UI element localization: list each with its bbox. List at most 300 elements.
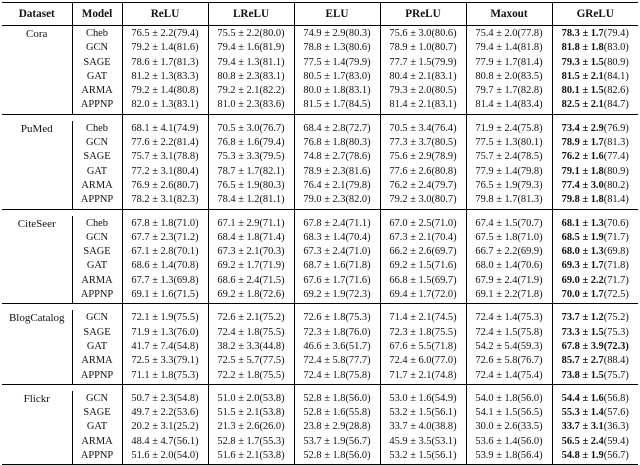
cell-grelu xyxy=(552,340,638,354)
cell-elu: 74.9 ± 2.9(80.3) xyxy=(294,26,380,42)
cell-prelu: 75.6 ± 3.0(80.6) xyxy=(380,26,466,42)
cell-prelu: 79.2 ± 3.0(80.7) xyxy=(380,193,466,209)
cell-relu: 72.1 ± 1.9(75.5) xyxy=(122,310,208,325)
cell-lrelu: 76.8 ± 1.6(79.4) xyxy=(208,136,294,150)
table-row xyxy=(2,369,638,385)
cell-maxout: 79.8 ± 1.7(81.3) xyxy=(466,193,552,209)
cell-prelu: 80.4 ± 2.1(83.1) xyxy=(380,70,466,84)
cell-maxout: 30.0 ± 2.6(33.5) xyxy=(466,420,552,434)
model-name: ARMA xyxy=(72,274,122,288)
cell-grelu xyxy=(552,391,638,406)
cell-prelu: 53.0 ± 1.6(54.9) xyxy=(380,391,466,406)
table-row xyxy=(2,84,638,98)
grelu-mean-std: 80.1 ± 1.5 xyxy=(561,85,604,97)
cell-elu: 69.2 ± 1.9(72.3) xyxy=(294,288,380,304)
table-row xyxy=(2,449,638,465)
cell-grelu xyxy=(552,231,638,245)
cell-relu: 50.7 ± 2.3(54.8) xyxy=(122,391,208,406)
model-name: GCN xyxy=(72,391,122,406)
cell-maxout: 54.1 ± 1.5(56.5) xyxy=(466,406,552,420)
grelu-mean-std: 78.9 ± 1.7 xyxy=(561,137,604,149)
grelu-best: (71.8) xyxy=(603,260,629,272)
cell-elu: 78.8 ± 1.3(80.6) xyxy=(294,41,380,55)
cell-elu: 52.8 ± 1.6(55.8) xyxy=(294,406,380,420)
grelu-mean-std: 79.8 ± 1.8 xyxy=(561,194,604,206)
cell-relu: 69.1 ± 1.6(71.5) xyxy=(122,288,208,304)
dataset-name: Cora xyxy=(26,28,48,40)
header-prelu: PReLU xyxy=(380,3,466,26)
grelu-best: (79.4) xyxy=(603,28,629,39)
cell-maxout: 54.0 ± 1.8(56.0) xyxy=(466,391,552,406)
cell-grelu xyxy=(552,435,638,449)
grelu-mean-std: 81.5 ± 2.1 xyxy=(561,70,604,82)
cell-prelu: 66.8 ± 1.5(69.7) xyxy=(380,274,466,288)
cell-elu: 68.3 ± 1.4(70.4) xyxy=(294,231,380,245)
grelu-mean-std: 69.3 ± 1.7 xyxy=(561,260,604,272)
cell-relu: 72.5 ± 3.3(79.1) xyxy=(122,354,208,368)
table-row xyxy=(2,245,638,259)
grelu-mean-std: 55.3 ± 1.4 xyxy=(561,407,604,419)
cell-lrelu: 78.4 ± 1.2(81.1) xyxy=(208,193,294,209)
table-row xyxy=(2,340,638,354)
cell-maxout: 72.6 ± 5.8(76.7) xyxy=(466,354,552,368)
cell-prelu: 71.7 ± 2.1(74.8) xyxy=(380,369,466,385)
cell-maxout: 69.1 ± 2.2(71.8) xyxy=(466,288,552,304)
cell-elu: 76.4 ± 2.1(79.8) xyxy=(294,179,380,193)
cell-elu: 80.5 ± 1.7(83.0) xyxy=(294,70,380,84)
grelu-mean-std: 67.8 ± 3.9 xyxy=(561,340,604,352)
grelu-mean-std: 54.8 ± 1.9 xyxy=(561,450,604,462)
cell-prelu: 77.7 ± 1.5(79.9) xyxy=(380,56,466,70)
model-name: Cheb xyxy=(72,26,122,42)
table-row xyxy=(2,193,638,209)
cell-prelu: 78.9 ± 1.0(80.7) xyxy=(380,41,466,55)
cell-relu: 67.7 ± 2.3(71.2) xyxy=(122,231,208,245)
cell-lrelu: 72.6 ± 2.1(75.2) xyxy=(208,310,294,325)
grelu-best: (75.7) xyxy=(603,369,629,381)
cell-prelu: 67.0 ± 2.5(71.0) xyxy=(380,216,466,231)
cell-elu: 68.7 ± 1.6(71.8) xyxy=(294,259,380,273)
cell-grelu xyxy=(552,41,638,55)
model-name: APPNP xyxy=(72,98,122,114)
cell-relu: 79.2 ± 1.4(81.6) xyxy=(122,41,208,55)
cell-maxout: 66.7 ± 2.2(69.9) xyxy=(466,245,552,259)
grelu-mean-std: 33.7 ± 3.1 xyxy=(561,421,604,433)
cell-maxout: 72.4 ± 1.4(75.3) xyxy=(466,310,552,325)
grelu-best: (81.3) xyxy=(603,137,629,149)
cell-prelu: 67.6 ± 5.5(71.8) xyxy=(380,340,466,354)
cell-lrelu: 80.8 ± 2.3(83.1) xyxy=(208,70,294,84)
cell-grelu xyxy=(552,216,638,231)
cell-grelu xyxy=(552,26,638,42)
grelu-mean-std: 73.8 ± 1.5 xyxy=(561,369,604,381)
model-name: ARMA xyxy=(72,354,122,368)
cell-elu: 67.3 ± 2.4(71.0) xyxy=(294,245,380,259)
cell-relu: 20.2 ± 3.1(25.2) xyxy=(122,420,208,434)
table-row xyxy=(2,288,638,304)
model-name: ARMA xyxy=(72,179,122,193)
cell-elu: 46.6 ± 3.6(51.7) xyxy=(294,340,380,354)
grelu-mean-std: 85.7 ± 2.7 xyxy=(561,355,604,367)
grelu-best: (80.2) xyxy=(603,179,629,191)
header-grelu: GReLU xyxy=(552,3,638,26)
cell-maxout: 72.4 ± 1.4(75.4) xyxy=(466,369,552,385)
cell-relu: 67.8 ± 1.8(71.0) xyxy=(122,216,208,231)
cell-relu: 82.0 ± 1.3(83.1) xyxy=(122,98,208,114)
cell-lrelu: 72.2 ± 1.8(75.5) xyxy=(208,369,294,385)
cell-lrelu: 51.6 ± 2.1(53.8) xyxy=(208,449,294,465)
cell-relu: 76.9 ± 2.6(80.7) xyxy=(122,179,208,193)
grelu-best: (80.9) xyxy=(603,56,629,68)
grelu-best: (69.8) xyxy=(603,246,629,258)
grelu-best: (80.9) xyxy=(603,165,629,177)
cell-prelu: 75.6 ± 2.9(78.9) xyxy=(380,150,466,164)
cell-maxout: 81.4 ± 1.4(83.4) xyxy=(466,98,552,114)
cell-relu: 81.2 ± 1.3(83.3) xyxy=(122,70,208,84)
grelu-mean-std: 73.7 ± 1.2 xyxy=(561,312,604,324)
table-row xyxy=(2,136,638,150)
table-row xyxy=(2,216,638,231)
header-elu: ELU xyxy=(294,3,380,26)
model-name: APPNP xyxy=(72,288,122,304)
model-name: SAGE xyxy=(72,56,122,70)
cell-grelu xyxy=(552,56,638,70)
cell-grelu xyxy=(552,259,638,273)
cell-relu: 48.4 ± 4.7(56.1) xyxy=(122,435,208,449)
dataset-group xyxy=(2,310,638,384)
cell-prelu: 81.4 ± 2.1(83.1) xyxy=(380,98,466,114)
dataset-name: Flickr xyxy=(23,392,50,405)
grelu-best: (75.3) xyxy=(603,326,629,338)
cell-elu: 23.8 ± 2.9(28.8) xyxy=(294,420,380,434)
grelu-mean-std: 68.5 ± 1.9 xyxy=(561,231,604,243)
cell-prelu: 53.2 ± 1.5(56.1) xyxy=(380,406,466,420)
cell-maxout: 53.6 ± 1.4(56.0) xyxy=(466,435,552,449)
cell-lrelu: 79.2 ± 2.1(82.2) xyxy=(208,84,294,98)
cell-relu: 71.1 ± 1.8(75.3) xyxy=(122,369,208,385)
cell-lrelu: 21.3 ± 2.6(26.0) xyxy=(208,420,294,434)
grelu-best: (83.0) xyxy=(603,42,629,54)
cell-maxout: 67.9 ± 2.4(71.9) xyxy=(466,274,552,288)
table-row xyxy=(2,310,638,325)
grelu-best: (76.9) xyxy=(603,122,629,134)
model-name: GAT xyxy=(72,259,122,273)
table-row xyxy=(2,26,638,42)
table-row xyxy=(2,150,638,164)
cell-prelu: 69.2 ± 1.5(71.6) xyxy=(380,259,466,273)
cell-grelu xyxy=(552,121,638,136)
table-row xyxy=(2,231,638,245)
dataset-name: BlogCatalog xyxy=(8,312,65,325)
grelu-best: (84.1) xyxy=(603,70,629,82)
results-table xyxy=(2,2,638,465)
model-name: GCN xyxy=(72,136,122,150)
grelu-mean-std: 68.0 ± 1.3 xyxy=(561,246,604,258)
cell-relu: 71.9 ± 1.3(76.0) xyxy=(122,326,208,340)
grelu-mean-std: 77.4 ± 3.0 xyxy=(561,179,604,191)
cell-prelu: 77.3 ± 3.7(80.5) xyxy=(380,136,466,150)
cell-relu: 77.6 ± 2.2(81.4) xyxy=(122,136,208,150)
grelu-best: (56.7) xyxy=(603,450,629,462)
cell-lrelu: 67.3 ± 2.1(70.3) xyxy=(208,245,294,259)
table-row xyxy=(2,274,638,288)
model-name: GCN xyxy=(72,310,122,325)
grelu-best: (88.4) xyxy=(603,355,629,367)
cell-maxout: 79.7 ± 1.7(82.8) xyxy=(466,84,552,98)
table-row xyxy=(2,121,638,136)
cell-prelu: 33.7 ± 4.0(38.8) xyxy=(380,420,466,434)
grelu-mean-std: 68.1 ± 1.3 xyxy=(561,217,604,229)
cell-elu: 67.6 ± 1.7(71.6) xyxy=(294,274,380,288)
table-row xyxy=(2,165,638,179)
model-name: GAT xyxy=(72,165,122,179)
cell-elu: 52.8 ± 1.8(56.0) xyxy=(294,391,380,406)
cell-grelu xyxy=(552,84,638,98)
cell-maxout: 54.2 ± 5.4(59.3) xyxy=(466,340,552,354)
cell-grelu xyxy=(552,310,638,325)
table-row xyxy=(2,326,638,340)
cell-grelu xyxy=(552,136,638,150)
cell-grelu xyxy=(552,193,638,209)
cell-relu: 67.7 ± 1.3(69.8) xyxy=(122,274,208,288)
model-name: Cheb xyxy=(72,216,122,231)
cell-grelu xyxy=(552,179,638,193)
cell-prelu: 77.6 ± 2.6(80.8) xyxy=(380,165,466,179)
grelu-mean-std: 73.4 ± 2.9 xyxy=(561,122,604,134)
grelu-best: (71.7) xyxy=(603,231,629,243)
cell-lrelu: 67.1 ± 2.9(71.1) xyxy=(208,216,294,231)
table-row xyxy=(2,98,638,114)
dataset-name: CiteSeer xyxy=(17,217,56,230)
cell-relu: 76.5 ± 2.2(79.4) xyxy=(122,26,208,42)
model-name: APPNP xyxy=(72,449,122,465)
cell-relu: 77.2 ± 3.1(80.4) xyxy=(122,165,208,179)
cell-relu: 51.6 ± 2.0(54.0) xyxy=(122,449,208,465)
cell-elu: 72.4 ± 1.8(75.8) xyxy=(294,369,380,385)
header-model: Model xyxy=(72,3,122,26)
cell-grelu xyxy=(552,449,638,465)
cell-prelu: 53.2 ± 1.5(56.1) xyxy=(380,449,466,465)
grelu-best: (56.8) xyxy=(603,392,629,404)
cell-grelu xyxy=(552,70,638,84)
dataset-group xyxy=(2,391,638,465)
table-row xyxy=(2,259,638,273)
cell-elu: 78.9 ± 2.3(81.6) xyxy=(294,165,380,179)
cell-prelu: 69.4 ± 1.7(72.0) xyxy=(380,288,466,304)
model-name: GAT xyxy=(72,340,122,354)
cell-maxout: 68.0 ± 1.4(70.6) xyxy=(466,259,552,273)
cell-grelu xyxy=(552,420,638,434)
table-row xyxy=(2,56,638,70)
model-name: GAT xyxy=(72,70,122,84)
model-name: SAGE xyxy=(72,245,122,259)
cell-relu: 49.7 ± 2.2(53.6) xyxy=(122,406,208,420)
cell-lrelu: 75.3 ± 3.3(79.5) xyxy=(208,150,294,164)
dataset-group xyxy=(2,216,638,304)
table-row xyxy=(2,354,638,368)
cell-lrelu: 69.2 ± 1.8(72.6) xyxy=(208,288,294,304)
cell-maxout: 79.4 ± 1.4(81.8) xyxy=(466,41,552,55)
grelu-best: (59.4) xyxy=(603,435,629,447)
cell-lrelu: 78.7 ± 1.7(82.1) xyxy=(208,165,294,179)
dataset-group xyxy=(2,26,638,115)
model-name: GCN xyxy=(72,231,122,245)
model-name: SAGE xyxy=(72,150,122,164)
cell-elu: 74.8 ± 2.7(78.6) xyxy=(294,150,380,164)
grelu-mean-std: 82.5 ± 2.1 xyxy=(561,99,604,111)
cell-lrelu: 68.6 ± 2.4(71.5) xyxy=(208,274,294,288)
cell-elu: 76.8 ± 1.8(80.3) xyxy=(294,136,380,150)
cell-lrelu: 75.5 ± 2.2(80.0) xyxy=(208,26,294,42)
cell-grelu xyxy=(552,165,638,179)
cell-relu: 79.2 ± 1.4(80.8) xyxy=(122,84,208,98)
grelu-mean-std: 69.0 ± 2.2 xyxy=(561,274,604,286)
cell-lrelu: 70.5 ± 3.0(76.7) xyxy=(208,121,294,136)
cell-lrelu: 79.4 ± 1.6(81.9) xyxy=(208,41,294,55)
cell-elu: 72.4 ± 5.8(77.7) xyxy=(294,354,380,368)
cell-maxout: 80.8 ± 2.0(83.5) xyxy=(466,70,552,84)
cell-maxout: 77.9 ± 1.4(79.8) xyxy=(466,165,552,179)
cell-maxout: 77.5 ± 1.3(80.1) xyxy=(466,136,552,150)
model-name: Cheb xyxy=(72,121,122,136)
cell-elu: 81.5 ± 1.7(84.5) xyxy=(294,98,380,114)
cell-elu: 79.0 ± 2.3(82.0) xyxy=(294,193,380,209)
table-row xyxy=(2,391,638,406)
cell-lrelu: 72.5 ± 5.7(77.5) xyxy=(208,354,294,368)
grelu-best: (36.3) xyxy=(603,421,629,433)
cell-maxout: 75.4 ± 2.0(77.8) xyxy=(466,26,552,42)
grelu-best: (57.6) xyxy=(603,407,629,419)
table-row xyxy=(2,70,638,84)
header-dataset: Dataset xyxy=(2,3,72,26)
grelu-mean-std: 78.3 ± 1.7 xyxy=(561,28,604,39)
cell-maxout: 77.9 ± 1.7(81.4) xyxy=(466,56,552,70)
cell-prelu: 76.2 ± 2.4(79.7) xyxy=(380,179,466,193)
cell-lrelu: 52.8 ± 1.7(55.3) xyxy=(208,435,294,449)
cell-prelu: 67.3 ± 2.1(70.4) xyxy=(380,231,466,245)
cell-elu: 77.5 ± 1.4(79.9) xyxy=(294,56,380,70)
grelu-best: (70.6) xyxy=(603,217,629,229)
cell-lrelu: 51.5 ± 2.1(53.8) xyxy=(208,406,294,420)
cell-grelu xyxy=(552,326,638,340)
header-maxout: Maxout xyxy=(466,3,552,26)
cell-prelu: 72.4 ± 6.0(77.0) xyxy=(380,354,466,368)
cell-prelu: 45.9 ± 3.5(53.1) xyxy=(380,435,466,449)
grelu-best: (81.4) xyxy=(603,194,629,206)
dataset-group xyxy=(2,121,638,209)
cell-relu: 67.1 ± 2.8(70.1) xyxy=(122,245,208,259)
grelu-best: (84.7) xyxy=(603,99,629,111)
model-name: APPNP xyxy=(72,369,122,385)
cell-elu: 72.6 ± 1.8(75.3) xyxy=(294,310,380,325)
model-name: APPNP xyxy=(72,193,122,209)
grelu-mean-std: 73.3 ± 1.5 xyxy=(561,326,604,338)
grelu-best: (75.2) xyxy=(603,312,629,324)
cell-grelu xyxy=(552,288,638,304)
cell-prelu: 71.4 ± 2.1(74.5) xyxy=(380,310,466,325)
grelu-mean-std: 81.8 ± 1.8 xyxy=(561,42,604,54)
cell-elu: 80.0 ± 1.8(83.1) xyxy=(294,84,380,98)
table-row xyxy=(2,420,638,434)
cell-grelu xyxy=(552,98,638,114)
cell-lrelu: 51.0 ± 2.0(53.8) xyxy=(208,391,294,406)
header-row xyxy=(2,3,638,26)
results-table-container xyxy=(2,2,638,465)
cell-grelu xyxy=(552,150,638,164)
cell-lrelu: 76.5 ± 1.9(80.3) xyxy=(208,179,294,193)
grelu-mean-std: 56.5 ± 2.4 xyxy=(561,435,604,447)
cell-maxout: 72.4 ± 1.5(75.8) xyxy=(466,326,552,340)
table-row xyxy=(2,41,638,55)
grelu-mean-std: 54.4 ± 1.6 xyxy=(561,392,604,404)
model-name: ARMA xyxy=(72,84,122,98)
cell-maxout: 53.9 ± 1.8(56.4) xyxy=(466,449,552,465)
cell-relu: 68.6 ± 1.4(70.8) xyxy=(122,259,208,273)
cell-maxout: 67.5 ± 1.8(71.0) xyxy=(466,231,552,245)
grelu-mean-std: 79.1 ± 1.8 xyxy=(561,165,604,177)
model-name: SAGE xyxy=(72,326,122,340)
model-name: GAT xyxy=(72,420,122,434)
cell-relu: 75.7 ± 3.1(78.8) xyxy=(122,150,208,164)
cell-elu: 53.7 ± 1.9(56.7) xyxy=(294,435,380,449)
model-name: ARMA xyxy=(72,435,122,449)
grelu-mean-std: 76.2 ± 1.6 xyxy=(561,151,604,163)
cell-lrelu: 79.4 ± 1.3(81.1) xyxy=(208,56,294,70)
grelu-best: (77.4) xyxy=(603,151,629,163)
cell-elu: 52.8 ± 1.8(56.0) xyxy=(294,449,380,465)
cell-prelu: 79.3 ± 2.0(80.5) xyxy=(380,84,466,98)
grelu-best: (82.6) xyxy=(603,85,629,97)
table-row xyxy=(2,435,638,449)
grelu-best: (71.7) xyxy=(603,274,629,286)
grelu-best: (72.3) xyxy=(603,340,629,352)
dataset-name: PuMed xyxy=(20,122,53,135)
cell-relu: 78.6 ± 1.7(81.3) xyxy=(122,56,208,70)
cell-grelu xyxy=(552,245,638,259)
cell-elu: 67.8 ± 2.4(71.1) xyxy=(294,216,380,231)
cell-elu: 68.4 ± 2.8(72.7) xyxy=(294,121,380,136)
header-lrelu: LReLU xyxy=(208,3,294,26)
cell-lrelu: 38.2 ± 3.3(44.8) xyxy=(208,340,294,354)
cell-grelu xyxy=(552,354,638,368)
cell-prelu: 66.2 ± 2.6(69.7) xyxy=(380,245,466,259)
table-row xyxy=(2,406,638,420)
cell-lrelu: 81.0 ± 2.3(83.6) xyxy=(208,98,294,114)
grelu-best: (72.5) xyxy=(603,289,629,301)
cell-relu: 78.2 ± 3.1(82.3) xyxy=(122,193,208,209)
cell-maxout: 75.7 ± 2.4(78.5) xyxy=(466,150,552,164)
cell-prelu: 72.3 ± 1.8(75.5) xyxy=(380,326,466,340)
cell-elu: 72.3 ± 1.8(76.0) xyxy=(294,326,380,340)
cell-prelu: 70.5 ± 3.4(76.4) xyxy=(380,121,466,136)
cell-lrelu: 68.4 ± 1.8(71.4) xyxy=(208,231,294,245)
cell-maxout: 71.9 ± 2.4(75.8) xyxy=(466,121,552,136)
grelu-mean-std: 70.0 ± 1.7 xyxy=(561,289,604,301)
cell-lrelu: 69.2 ± 1.7(71.9) xyxy=(208,259,294,273)
cell-grelu xyxy=(552,406,638,420)
table-row xyxy=(2,179,638,193)
cell-maxout: 76.5 ± 1.9(79.3) xyxy=(466,179,552,193)
cell-relu: 68.1 ± 4.1(74.9) xyxy=(122,121,208,136)
cell-grelu xyxy=(552,369,638,385)
header-relu: ReLU xyxy=(122,3,208,26)
model-name: GCN xyxy=(72,41,122,55)
model-name: SAGE xyxy=(72,406,122,420)
cell-maxout: 67.4 ± 1.5(70.7) xyxy=(466,216,552,231)
cell-grelu xyxy=(552,274,638,288)
grelu-mean-std: 79.3 ± 1.5 xyxy=(561,56,604,68)
cell-lrelu: 72.4 ± 1.8(75.5) xyxy=(208,326,294,340)
